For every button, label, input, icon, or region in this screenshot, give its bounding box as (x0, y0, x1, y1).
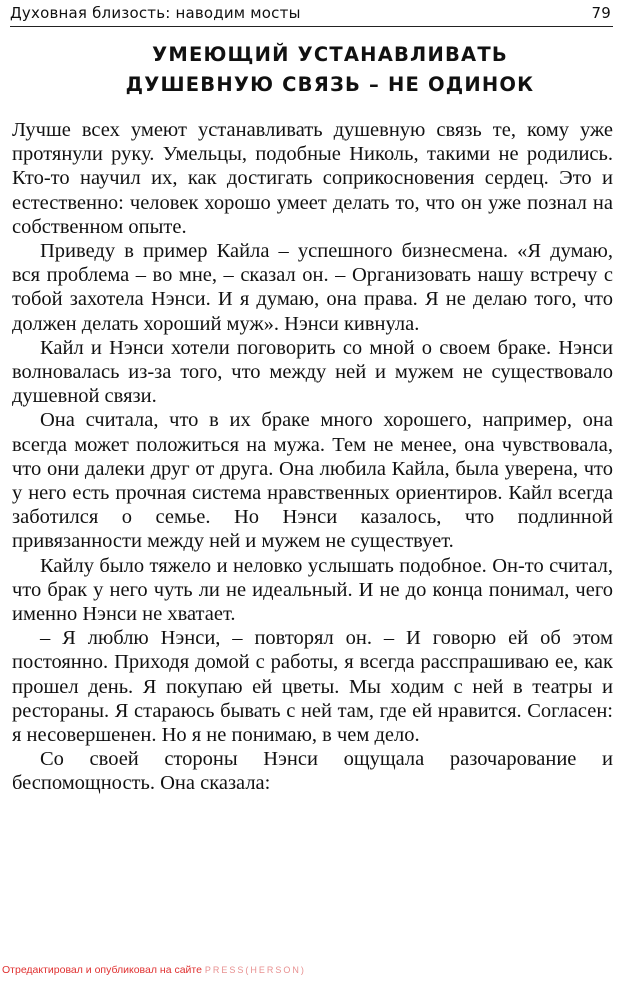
paragraph: Она считала, что в их браке много хорошего, например, она всегда может положиться на мужа. Тем не менее, она чувствовала, что они далеки друг от друга. Она любила Кайла, была уверена, что у него есть прочная система нравственных ориентиров. Кайл всегда заботился о семье. Но Нэнси казалось, что подлинной привязанности между ней и мужем не существует. (12, 409, 613, 553)
paragraph: Кайл и Нэнси хотели поговорить со мной о своем браке. Нэнси волновалась из-за того, что между ней и мужем не существовало душевной связи. (12, 336, 613, 408)
paragraph: Лучше всех умеют устанавливать душевную связь те, кому уже протянули руку. Умельцы, подобные Николь, такими не родились. Кто-то научил их, как достигать соприкосновения сердец. Это и естественно: человек хорошо умеет делать то, что он уже познал на собственном опыте. (12, 119, 613, 238)
section-title-line-1: УМЕЮЩИЙ УСТАНАВЛИВАТЬ (152, 43, 508, 66)
running-header (10, 2, 613, 27)
page-number: 79 (591, 4, 611, 22)
section-title-line-2: ДУШЕВНУЮ СВЯЗЬ – НЕ ОДИНОК (125, 73, 535, 96)
paragraph: Кайлу было тяжело и неловко услышать подобное. Он-то считал, что брак у него чуть ли не идеальный. И не до конца понимал, чего именно Нэнси не хватает. (12, 554, 613, 626)
paragraph: – Я люблю Нэнси, – повторял он. – И говорю ей об этом постоянно. Приходя домой с работы, я всегда расспрашиваю ее, как прошел день. Я покупаю ей цветы. Мы ходим с ней в театры и рестораны. Я стараюсь бывать с ней там, где ей нравится. Согласен: я несовершенен. Но я не понимаю, в чем дело. (12, 627, 613, 747)
footer-credit (2, 964, 306, 976)
footer-text: Отредактировал и опубликовал на сайте (2, 964, 202, 976)
running-title: Духовная близость: наводим мосты (10, 4, 301, 22)
section-title (40, 40, 620, 100)
paragraph: Со своей стороны Нэнси ощущала разочарование и беспомощность. Она сказала: (12, 748, 613, 795)
footer-site-link[interactable]: PRESS(HERSON) (204, 965, 306, 975)
paragraph: Приведу в пример Кайла – успешного бизнесмена. «Я думаю, вся проблема – во мне, – сказал он. – Организовать нашу встречу с тобой захотела Нэнси. И я думаю, она права. Я не делаю того, что должен делать хороший муж». Нэнси кивнула. (12, 240, 613, 335)
body-text (12, 118, 613, 796)
